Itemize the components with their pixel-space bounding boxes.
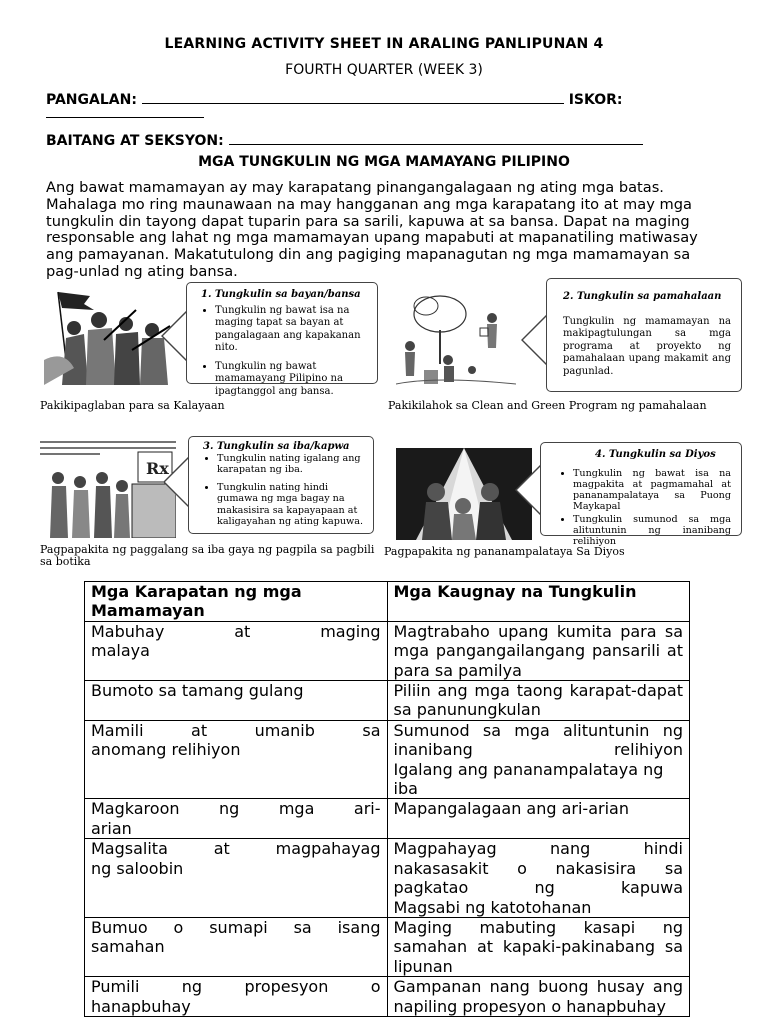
callout-bullet: • Tungkulin ng bawat isa na magpakita at pagmamahal at pananampalataya sa Puong Maykapal bbox=[573, 468, 731, 512]
soldiers-illustration bbox=[44, 290, 176, 385]
score-blank[interactable] bbox=[46, 104, 204, 118]
table-row bbox=[85, 681, 690, 721]
caption-pamahalaan: Pakikilahok sa Clean and Green Program ng pamahalaan bbox=[388, 399, 707, 412]
cell-karapatan bbox=[85, 720, 388, 799]
cell-line: mga pangangailangang pansarili at bbox=[393, 641, 683, 661]
cell-tungkulin bbox=[387, 917, 690, 976]
cell-line: Magtrabaho upang kumita para sa bbox=[393, 621, 683, 641]
name-blank[interactable] bbox=[142, 90, 564, 104]
cell-line: nakasasakit o nakasisira sa bbox=[393, 858, 683, 878]
callout-title: 2. Tungkulin sa pamahalaan bbox=[563, 291, 722, 302]
callout-tungkulin-kapuwa bbox=[188, 436, 374, 534]
cell-line: Mabuhay at maging bbox=[91, 621, 381, 641]
intro-paragraph bbox=[46, 180, 722, 281]
callout-bullet: • Tungkulin ng bawat isa na maging tapat sa bayan at pangalagaan ang kapakanan nito. bbox=[215, 305, 367, 355]
cell-line: sa panunungkulan bbox=[393, 700, 541, 720]
cell-line: inanibang relihiyon bbox=[393, 740, 683, 760]
cell-line: pagkatao ng kapuwa bbox=[393, 878, 683, 898]
cell-line: napiling propesyon o hanapbuhay bbox=[393, 996, 666, 1016]
section-blank[interactable] bbox=[229, 131, 643, 145]
cell-karapatan bbox=[85, 839, 388, 918]
cell-karapatan bbox=[85, 799, 388, 839]
intro-line: Mahalaga mo ring maunawaan na may hangganan ang mga karapatang ito at may mga bbox=[46, 195, 692, 213]
section-label: BAITANG AT SEKSYON: bbox=[46, 133, 224, 149]
callout-bullet: • Tungkulin nating hindi gumawa ng mga bagay na makasisira sa kapayapaan at kaligayahan ng ating kapuwa. bbox=[217, 482, 363, 528]
intro-line: tungkulin din tayong dapat tuparin para sa sarili, kapuwa at sa bansa. Dapat na maging bbox=[46, 212, 690, 230]
table-row bbox=[85, 621, 690, 680]
callout-bullet: • Tungkulin ng bawat mamamayang Pilipino na ipagtanggol ang bansa. bbox=[215, 361, 367, 399]
table-row bbox=[85, 799, 690, 839]
cell-line: samahan at kapaki-pakinabang sa bbox=[393, 937, 683, 957]
callout-text: Tungkulin ng mamamayan na makipagtulungan sa mga programa at proyekto ng pamahalaan upang makamit ang pagunlad. bbox=[563, 315, 731, 377]
caption-bayan: Pakikipaglaban para sa Kalayaan bbox=[40, 399, 225, 412]
header-tungkulin: Mga Kaugnay na Tungkulin bbox=[387, 582, 690, 622]
intro-line: ang pamayanan. Makatutulong din ang pagiging mapanagutan ng mga mamamayan sa bbox=[46, 246, 691, 264]
cell-tungkulin bbox=[387, 799, 690, 839]
cell-line: Igalang ang pananampalataya ng iba bbox=[393, 759, 664, 799]
intro-line: pag-unlad ng ating bansa. bbox=[46, 262, 238, 280]
cell-karapatan bbox=[85, 917, 388, 976]
table-row bbox=[85, 839, 690, 918]
callout-bullet: • Tungkulin nating igalang ang karapatan ng iba. bbox=[217, 453, 363, 476]
table-body bbox=[85, 621, 690, 1016]
cell-line: anomang relihiyon bbox=[91, 740, 241, 760]
cell-tungkulin bbox=[387, 621, 690, 680]
cell-karapatan bbox=[85, 621, 388, 680]
callout-title: 3. Tungkulin sa iba/kapwa bbox=[203, 441, 350, 452]
cell-line: samahan bbox=[91, 937, 165, 957]
callout-title: 1. Tungkulin sa bayan/bansa bbox=[201, 289, 361, 300]
cell-line: malaya bbox=[91, 641, 150, 661]
cell-line: ng saloobin bbox=[91, 858, 184, 878]
callout-bullet: • Tungkulin sumunod sa mga alituntunin ng inanibang relihiyon bbox=[573, 514, 731, 547]
intro-line: Ang bawat mamamayan ay may karapatang pinangangalagaan ng ating mga batas. bbox=[46, 179, 664, 196]
cell-line: Mapangalagaan ang ari-arian bbox=[393, 799, 629, 819]
cell-tungkulin bbox=[387, 681, 690, 721]
cell-line: Maging mabuting kasapi ng bbox=[393, 917, 683, 937]
cell-line: hanapbuhay bbox=[91, 996, 191, 1016]
table-row bbox=[85, 720, 690, 799]
cell-tungkulin bbox=[387, 720, 690, 799]
cell-line: Magsabi ng katotohanan bbox=[393, 897, 592, 917]
section-heading: MGA TUNGKULIN NG MGA MAMAYANG PILIPINO bbox=[198, 154, 570, 170]
rights-duties-table bbox=[84, 581, 690, 1017]
worksheet-subtitle: FOURTH QUARTER (WEEK 3) bbox=[285, 62, 483, 78]
section-field-row bbox=[46, 131, 643, 149]
cell-line: Pumili ng propesyon o bbox=[91, 977, 381, 997]
cell-line: Piliin ang mga taong karapat-dapat bbox=[393, 681, 683, 701]
cell-line: lipunan bbox=[393, 956, 453, 976]
worksheet-title: LEARNING ACTIVITY SHEET IN ARALING PANLIPUNAN 4 bbox=[164, 36, 604, 52]
cell-line: Magkaroon ng mga ari- bbox=[91, 799, 381, 819]
score-label: ISKOR: bbox=[568, 92, 623, 108]
pharmacy-line-illustration bbox=[40, 438, 176, 538]
cell-line: arian bbox=[91, 818, 132, 838]
callout-title: 4. Tungkulin sa Diyos bbox=[595, 449, 716, 460]
cell-line: Mamili at umanib sa bbox=[91, 720, 381, 740]
callout-tungkulin-bayan bbox=[186, 282, 378, 397]
table-header-row bbox=[85, 582, 690, 622]
table-row bbox=[85, 977, 690, 1017]
caption-kapuwa: Pagpapakita ng paggalang sa iba gaya ng pagpila sa pagbili sa botika bbox=[40, 543, 375, 568]
cell-line: para sa pamilya bbox=[393, 660, 522, 680]
table-row bbox=[85, 917, 690, 976]
clean-green-illustration bbox=[396, 284, 516, 390]
name-label: PANGALAN: bbox=[46, 92, 137, 108]
prayer-illustration bbox=[396, 448, 532, 540]
cell-line: Gampanan nang buong husay ang bbox=[393, 977, 683, 997]
cell-tungkulin bbox=[387, 839, 690, 918]
callout-tungkulin-diyos bbox=[540, 442, 742, 547]
header-karapatan: Mga Karapatan ng mga Mamamayan bbox=[85, 582, 388, 622]
cell-line: Magsalita at magpahayag bbox=[91, 839, 381, 859]
intro-line: responsable ang lahat ng mga mamamayan upang mapabuti at mapanatiling matiwasay bbox=[46, 229, 698, 247]
cell-karapatan bbox=[85, 977, 388, 1017]
svg-text:Rx: Rx bbox=[146, 459, 169, 478]
cell-karapatan bbox=[85, 681, 388, 721]
cell-line: Sumunod sa mga alituntunin ng bbox=[393, 720, 683, 740]
cell-tungkulin bbox=[387, 977, 690, 1017]
caption-diyos: Pagpapakita ng pananampalataya Sa Diyos bbox=[384, 545, 625, 558]
callout-tungkulin-pamahalaan bbox=[546, 278, 742, 392]
cell-line: Bumuo o sumapi sa isang bbox=[91, 917, 381, 937]
cell-line: Magpahayag nang hindi bbox=[393, 839, 683, 859]
cell-line: Bumoto sa tamang gulang bbox=[91, 681, 304, 701]
